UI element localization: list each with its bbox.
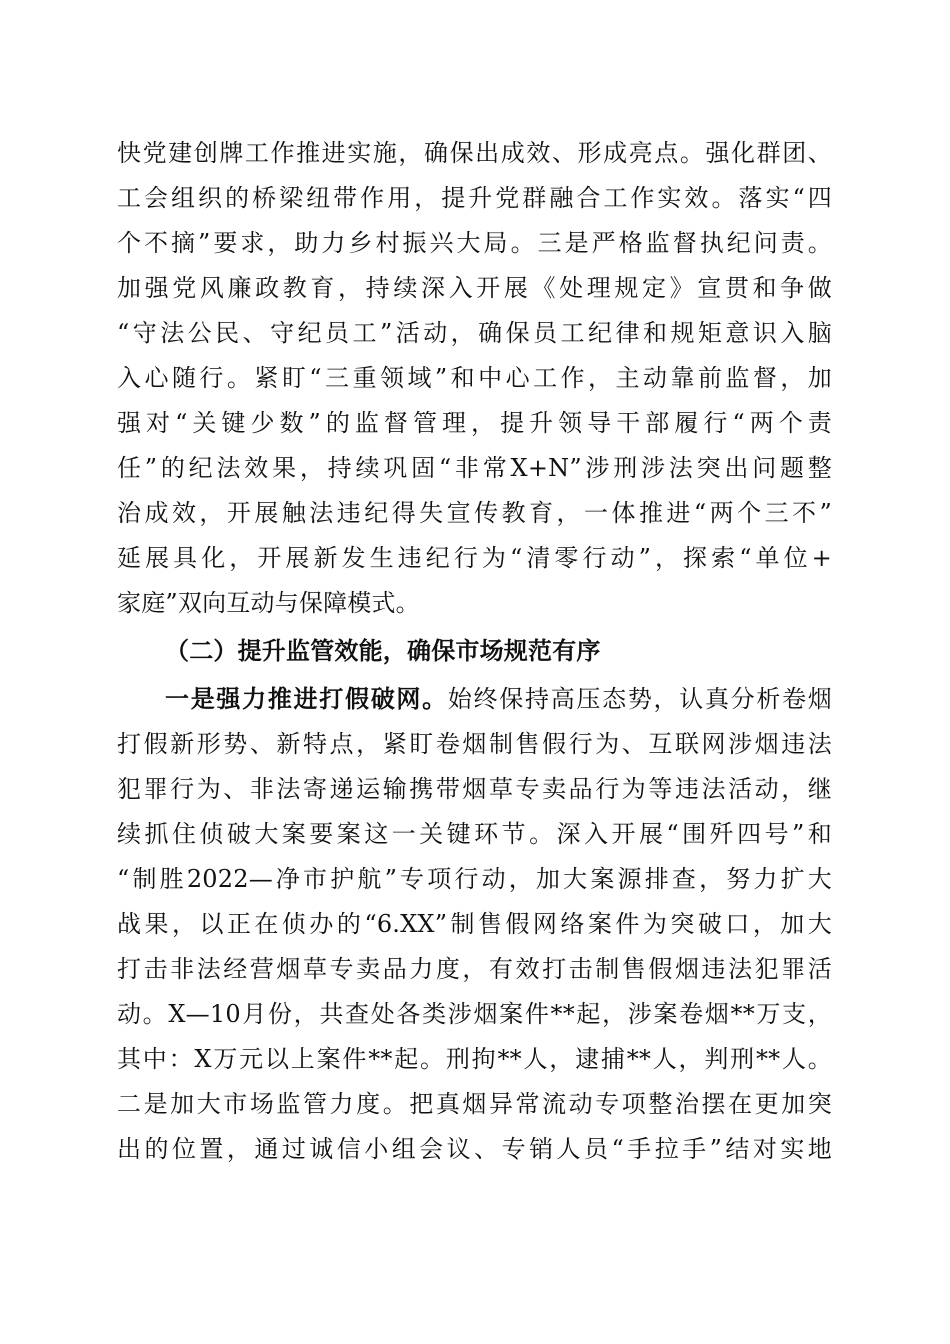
paragraph-line-rest: 始终保持高压态势，认真分析卷烟 xyxy=(447,685,833,713)
paragraph-line xyxy=(117,679,832,719)
paragraph-line: 延展具化，开展新发生违纪行为“清零行动”，探索“单位+ xyxy=(117,544,832,572)
paragraph-line: “守法公民、守纪员工”活动，确保员工纪律和规矩意识入脑 xyxy=(117,319,832,347)
paragraph-line: 快党建创牌工作推进实施，确保出成效、形成亮点。强化群团、 xyxy=(117,139,832,167)
paragraph-line: 续抓住侦破大案要案这一关键环节。深入开展“围歼四号”和 xyxy=(117,820,832,848)
paragraph-line: 战果，以正在侦办的“6.XX”制售假网络案件为突破口，加大 xyxy=(117,910,832,938)
paragraph-line: 出的位置，通过诚信小组会议、专销人员“手拉手”结对实地 xyxy=(117,1135,832,1163)
paragraph-line: 打假新形势、新特点，紧盯卷烟制售假行为、互联网涉烟违法 xyxy=(117,730,832,758)
paragraph-line: 工会组织的桥梁纽带作用，提升党群融合工作实效。落实“四 xyxy=(117,184,832,212)
paragraph-line: “制胜2022—净市护航”专项行动，加大案源排查，努力扩大 xyxy=(117,865,832,893)
paragraph-line: 打击非法经营烟草专卖品力度，有效打击制售假烟违法犯罪活 xyxy=(117,955,832,983)
paragraph-line: 犯罪行为、非法寄递运输携带烟草专卖品行为等违法活动，继 xyxy=(117,775,832,803)
paragraph-line: 动。X—10月份，共查处各类涉烟案件**起，涉案卷烟**万支， xyxy=(117,1000,832,1028)
paragraph-line: 加强党风廉政教育，持续深入开展《处理规定》宣贯和争做 xyxy=(117,274,832,302)
paragraph-line: 其中：X万元以上案件**起。刑拘**人，逮捕**人，判刑**人。 xyxy=(117,1045,832,1073)
paragraph-line: 二是加大市场监管力度。把真烟异常流动专项整治摆在更加突 xyxy=(117,1090,832,1118)
paragraph-line: 任”的纪法效果，持续巩固“非常X+N”涉刑涉法突出问题整 xyxy=(117,454,832,482)
paragraph-line: 入心随行。紧盯“三重领域”和中心工作，主动靠前监督，加 xyxy=(117,364,832,392)
paragraph-line: 个不摘”要求，助力乡村振兴大局。三是严格监督执纪问责。 xyxy=(117,229,832,257)
section-heading: （二）提升监管效能，确保市场规范有序 xyxy=(165,636,601,665)
paragraph-line: 治成效，开展触法违纪得失宣传教育，一体推进“两个三不” xyxy=(117,499,832,527)
bold-lead: 一是强力推进打假破网。 xyxy=(165,684,448,713)
paragraph-line: 强对“关键少数”的监督管理，提升领导干部履行“两个责 xyxy=(117,409,832,437)
paragraph-line: 家庭”双向互动与保障模式。 xyxy=(117,589,420,617)
